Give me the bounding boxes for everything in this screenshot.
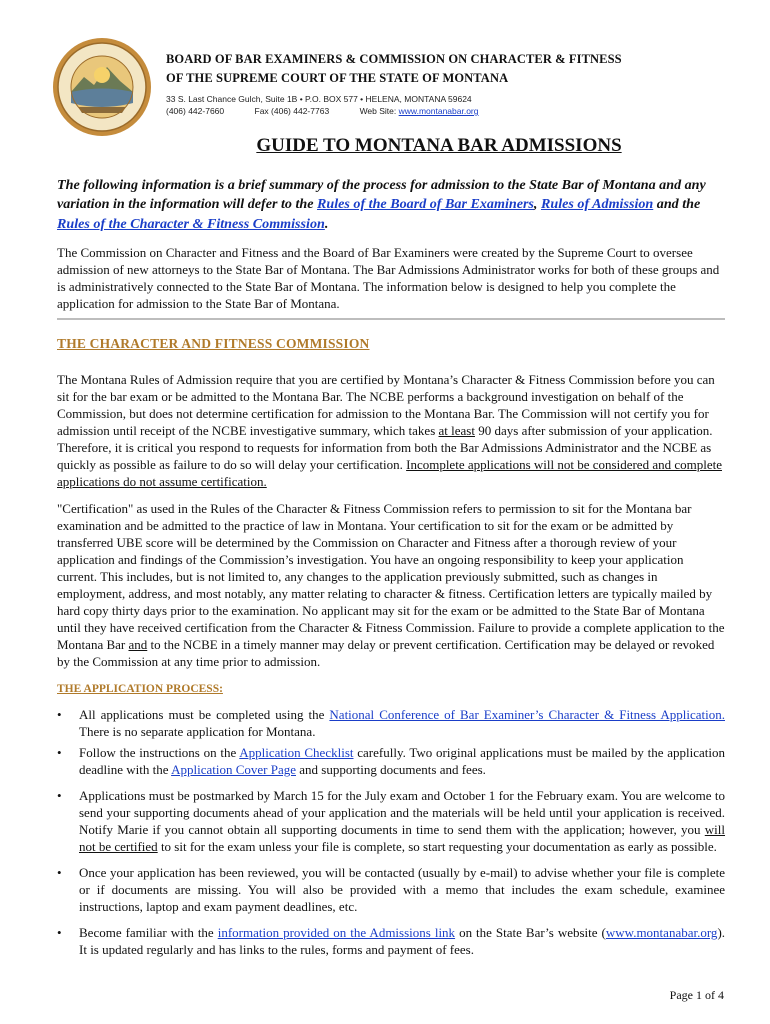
- letterhead: [166, 50, 726, 117]
- letterhead-line1: BOARD OF BAR EXAMINERS & COMMISSION ON CHARACTER & FITNESS: [166, 52, 622, 66]
- letterhead-phone: (406) 442-7660: [166, 106, 225, 116]
- intro-paragraph: [57, 176, 725, 234]
- letterhead-fax: Fax (406) 442-7763: [254, 106, 330, 116]
- bullet-icon: •: [57, 925, 62, 940]
- intro-text: The following information is a brief summary of the process for admission to the State Bar of Montana and any variation in the information will defer to the: [57, 177, 706, 213]
- ncbe-application-link[interactable]: National Conference of Bar Examiner’s Character & Fitness Application.: [329, 707, 725, 722]
- b3-underlined: will not be certified: [79, 822, 726, 854]
- list-item: [57, 864, 725, 915]
- list-item: [57, 924, 725, 958]
- b2-mid: carefully. Two original applications must be mailed by the application deadline with the: [79, 745, 726, 777]
- character-paragraph-2: [57, 500, 725, 670]
- p2-text-a: "Certification" as used in the Rules of the Character & Fitness Commission refers to permission to sit for the Montana bar examination and be admitted to the practice of law in Montana. Your certification to sit for the exam or be admitted by transferred UBE score will be determined by the Commission on Character and Fitness after a thorough review of your application and findings of the Commission’s investigation. You have an ongoing responsibility to keep your application current. This includes, but is not limited to, any changes to the application previously submitted, such as changes in employment, address, and most notably, any matter relating to character & fitness. Certification letters are typically mailed by hard copy thirty days prior to the examination. No applicant may sit for the exam or be admitted to the State Bar of Montana until they have received certification from the Character & Fitness Commission. Failure to provide a complete application to the Montana Bar: [57, 501, 725, 652]
- intro-text2: and the: [656, 196, 701, 213]
- b5-post: ). It is updated regularly and has links to the rules, forms and payment of fees.: [79, 925, 726, 957]
- intro-end: .: [324, 215, 329, 232]
- intro-sep: ,: [533, 196, 538, 213]
- montanabar-website-link[interactable]: www.montanabar.org: [605, 925, 718, 940]
- section-heading-character: THE CHARACTER AND FITNESS COMMISSION: [57, 336, 370, 351]
- list-item: [57, 787, 725, 855]
- rules-admission-link[interactable]: Rules of Admission: [540, 196, 654, 213]
- section-divider: [57, 318, 725, 320]
- b3-post: to sit for the exam unless your file is complete, so start requesting your documentation as early as possible.: [160, 839, 717, 854]
- section-heading-application: THE APPLICATION PROCESS:: [57, 683, 223, 695]
- b2-post: and supporting documents and fees.: [299, 762, 486, 777]
- b5-text: Become familiar with the: [79, 925, 214, 940]
- bullet-icon: •: [57, 865, 62, 880]
- p2-text-b: to the NCBE in a timely manner may delay or prevent certification. Certification may be delayed or revoked by the Commission at any time prior to admission.: [57, 637, 715, 669]
- bullet-icon: •: [57, 788, 62, 803]
- p2-and: and: [128, 637, 148, 652]
- bullet-icon: •: [57, 707, 62, 722]
- list-item: [57, 706, 725, 740]
- application-cover-page-link[interactable]: Application Cover Page: [171, 762, 296, 777]
- letterhead-address: 33 S. Last Chance Gulch, Suite 1B • P.O. BOX 577 • HELENA, MONTANA 59624: [166, 94, 472, 104]
- b3-text: Applications must be postmarked by March 15 for the July exam and October 1 for the February exam. You are welcome to send your supporting documents ahead of your application and the materials will be held until your application is received. Notify Marie if you cannot obtain all supporting documents in time to send them with the application; however, you: [79, 788, 725, 837]
- letterhead-website-label: Web Site:: [359, 106, 397, 116]
- page-number: Page 1 of 4: [669, 988, 724, 1002]
- application-checklist-link[interactable]: Application Checklist: [239, 745, 354, 760]
- montana-state-seal: [52, 37, 152, 137]
- list-item: [57, 744, 725, 778]
- letterhead-line2: OF THE SUPREME COURT OF THE STATE OF MONTANA: [166, 71, 509, 85]
- b1-post: There is no separate application for Montana.: [79, 724, 316, 739]
- rules-board-link[interactable]: Rules of the Board of Bar Examiners: [317, 196, 534, 213]
- page-title: GUIDE TO MONTANA BAR ADMISSIONS: [256, 135, 622, 156]
- p1-incomplete-note: Incomplete applications will not be considered and complete applications do not assume certification.: [57, 457, 722, 489]
- overview-paragraph: The Commission on Character and Fitness and the Board of Bar Examiners were created by the Supreme Court to oversee admission of new attorneys to the State Bar of Montana. The Bar Admissions Administrator works for both of these groups and is administratively connected to the State Bar of Montana. The information below is designed to help you complete the application for admission to the State Bar of Montana.: [57, 245, 720, 311]
- p1-text-a: The Montana Rules of Admission require that you are certified by Montana’s Character & Fitness Commission before you can sit for the bar exam or be admitted to the Montana Bar. The NCBE performs a background investigation on behalf of the Commission, but does not determine certification for admission to the Montana Bar. The Commission will not certify you for admission until receipt of the NCBE investigative summary, which takes: [57, 372, 715, 438]
- character-paragraph-1: [57, 371, 725, 490]
- rules-character-link[interactable]: Rules of the Character & Fitness Commission: [57, 215, 325, 232]
- p1-at-least: at least: [438, 423, 475, 438]
- p1-text-b: 90 days after submission of your application. Therefore, it is critical you respond to requests for information from both the Bar Admissions Administrator and the NCBE as quickly as possible as failure to do so will delay your certification.: [57, 423, 713, 472]
- admissions-info-link[interactable]: information provided on the Admissions link: [217, 925, 456, 940]
- b1-text: All applications must be completed using the: [79, 707, 325, 722]
- b4-text: Once your application has been reviewed, you will be contacted (usually by e-mail) to advise whether your file is complete or if documents are missing. You will also be provided with a memo that includes the exam schedule, examinee instructions, laptop and exam payment deadlines, etc.: [79, 865, 725, 914]
- letterhead-website-link[interactable]: www.montanabar.org: [398, 106, 479, 116]
- b2-text: Follow the instructions on the: [79, 745, 237, 760]
- bullet-icon: •: [57, 745, 62, 760]
- application-steps-list: [57, 706, 725, 958]
- b5-mid: on the State Bar’s website (: [459, 925, 606, 940]
